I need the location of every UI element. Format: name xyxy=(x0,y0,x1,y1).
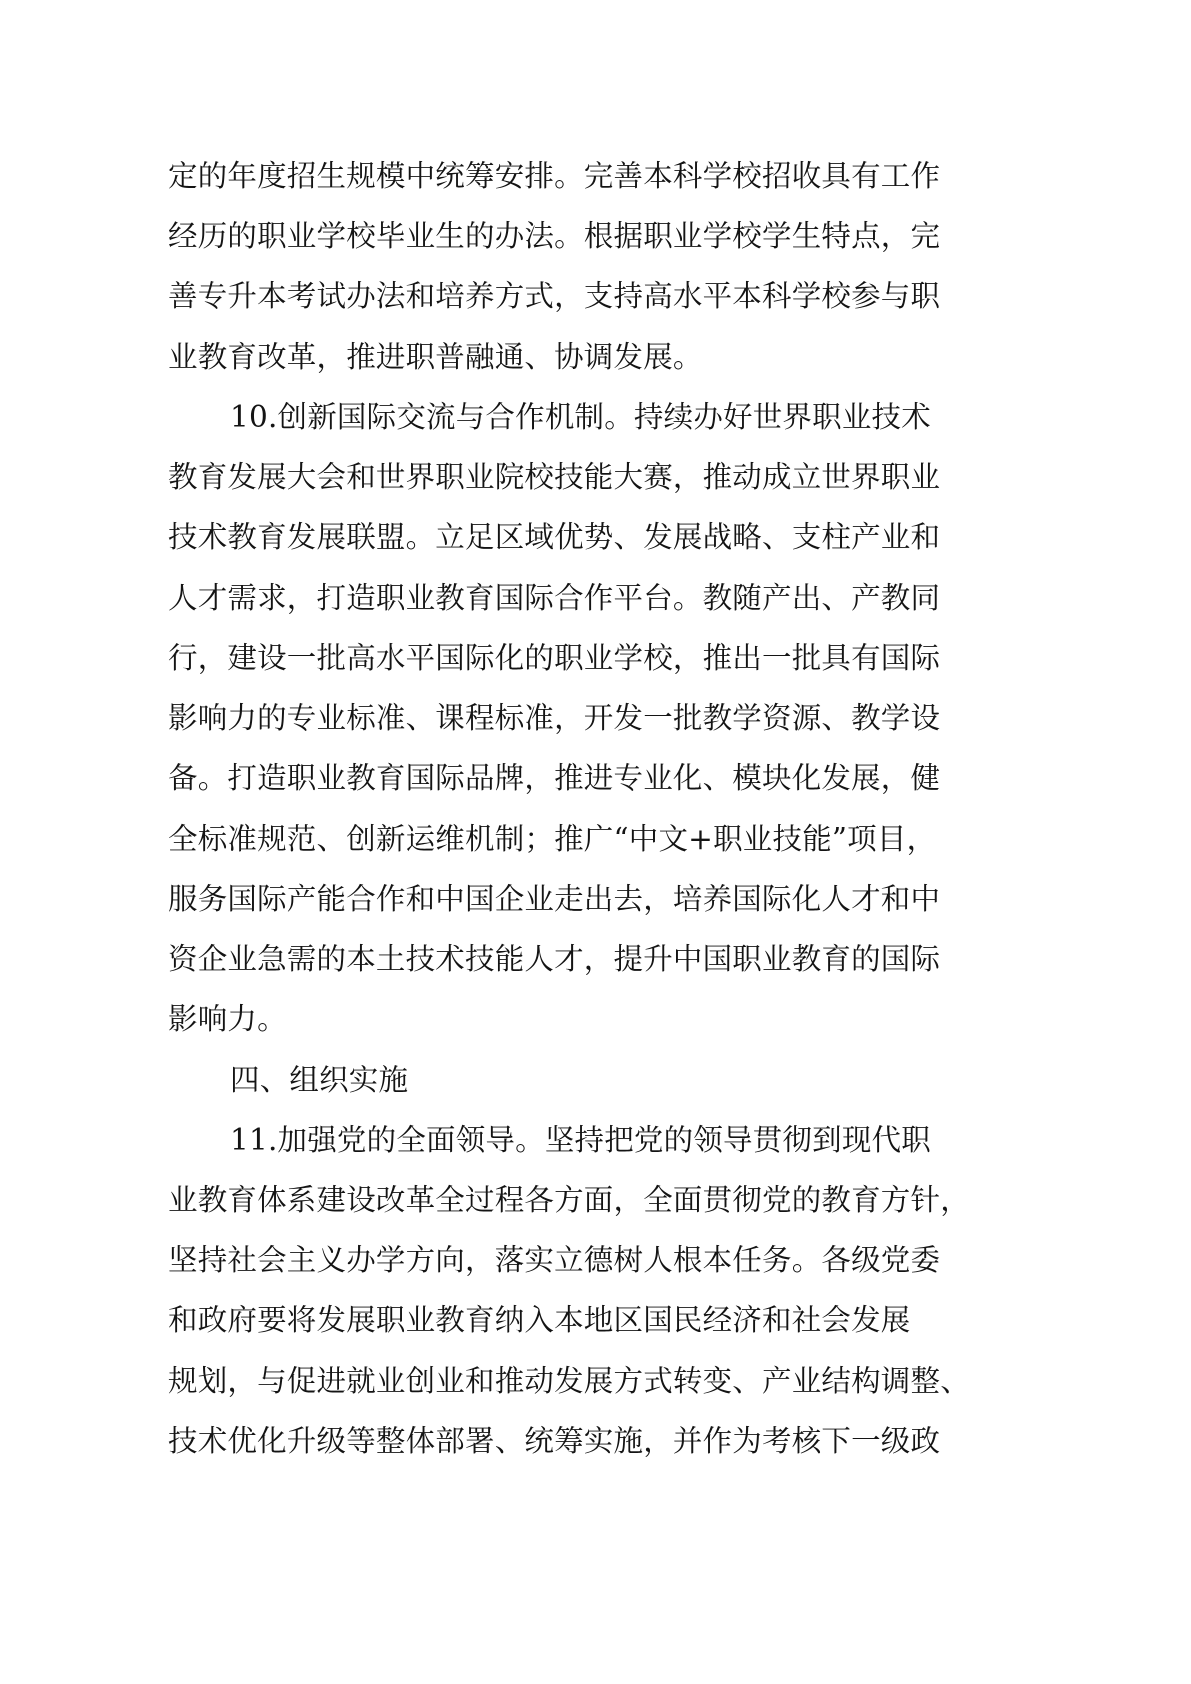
text-line: 定的年度招生规模中统筹安排。完善本科学校招收具有工作 xyxy=(168,159,941,193)
text-line: 和政府要将发展职业教育纳入本地区国民经济和社会发展 xyxy=(168,1303,911,1338)
body-text xyxy=(168,146,1028,1471)
text-line: 技术教育发展联盟。立足区域优势、发展战略、支柱产业和 xyxy=(168,520,941,555)
text-line: 技术优化升级等整体部署、统筹实施，并作为考核下一级政 xyxy=(168,1423,941,1458)
text-line: 10.创新国际交流与合作机制。持续办好世界职业技术 xyxy=(230,399,931,434)
text-line: 备。打造职业教育国际品牌，推进专业化、模块化发展，健 xyxy=(168,761,941,796)
section-heading-text: 四、组织实施 xyxy=(230,1062,409,1097)
text-line: 11.加强党的全面领导。坚持把党的领导贯彻到现代职 xyxy=(230,1122,931,1157)
text-line: 坚持社会主义办学方向，落实立德树人根本任务。各级党委 xyxy=(168,1243,941,1278)
section-heading xyxy=(168,1050,1028,1110)
text-line: 善专升本考试办法和培养方式，支持高水平本科学校参与职 xyxy=(168,279,941,314)
text-line: 教育发展大会和世界职业院校技能大赛，推动成立世界职业 xyxy=(168,460,941,495)
paragraph xyxy=(168,387,1028,1050)
text-line: 业教育体系建设改革全过程各方面，全面贯彻党的教育方针， xyxy=(168,1182,970,1217)
text-line: 影响力的专业标准、课程标准，开发一批教学资源、教学设 xyxy=(168,701,941,736)
text-line: 经历的职业学校毕业生的办法。根据职业学校学生特点，完 xyxy=(168,219,941,254)
text-line: 行，建设一批高水平国际化的职业学校，推出一批具有国际 xyxy=(168,640,941,675)
text-line: 影响力。 xyxy=(168,1002,287,1037)
text-line: 全标准规范、创新运维机制；推广“中文+职业技能”项目， xyxy=(168,821,937,856)
text-line: 规划，与促进就业创业和推动发展方式转变、产业结构调整、 xyxy=(168,1363,970,1398)
text-line: 业教育改革，推进职普融通、协调发展。 xyxy=(168,339,703,374)
text-line: 服务国际产能合作和中国企业走出去，培养国际化人才和中 xyxy=(168,881,941,916)
paragraph xyxy=(168,1110,1028,1471)
text-line: 人才需求，打造职业教育国际合作平台。教随产出、产教同 xyxy=(168,580,941,615)
text-line: 资企业急需的本土技术技能人才，提升中国职业教育的国际 xyxy=(168,942,941,977)
paragraph xyxy=(168,146,1028,387)
